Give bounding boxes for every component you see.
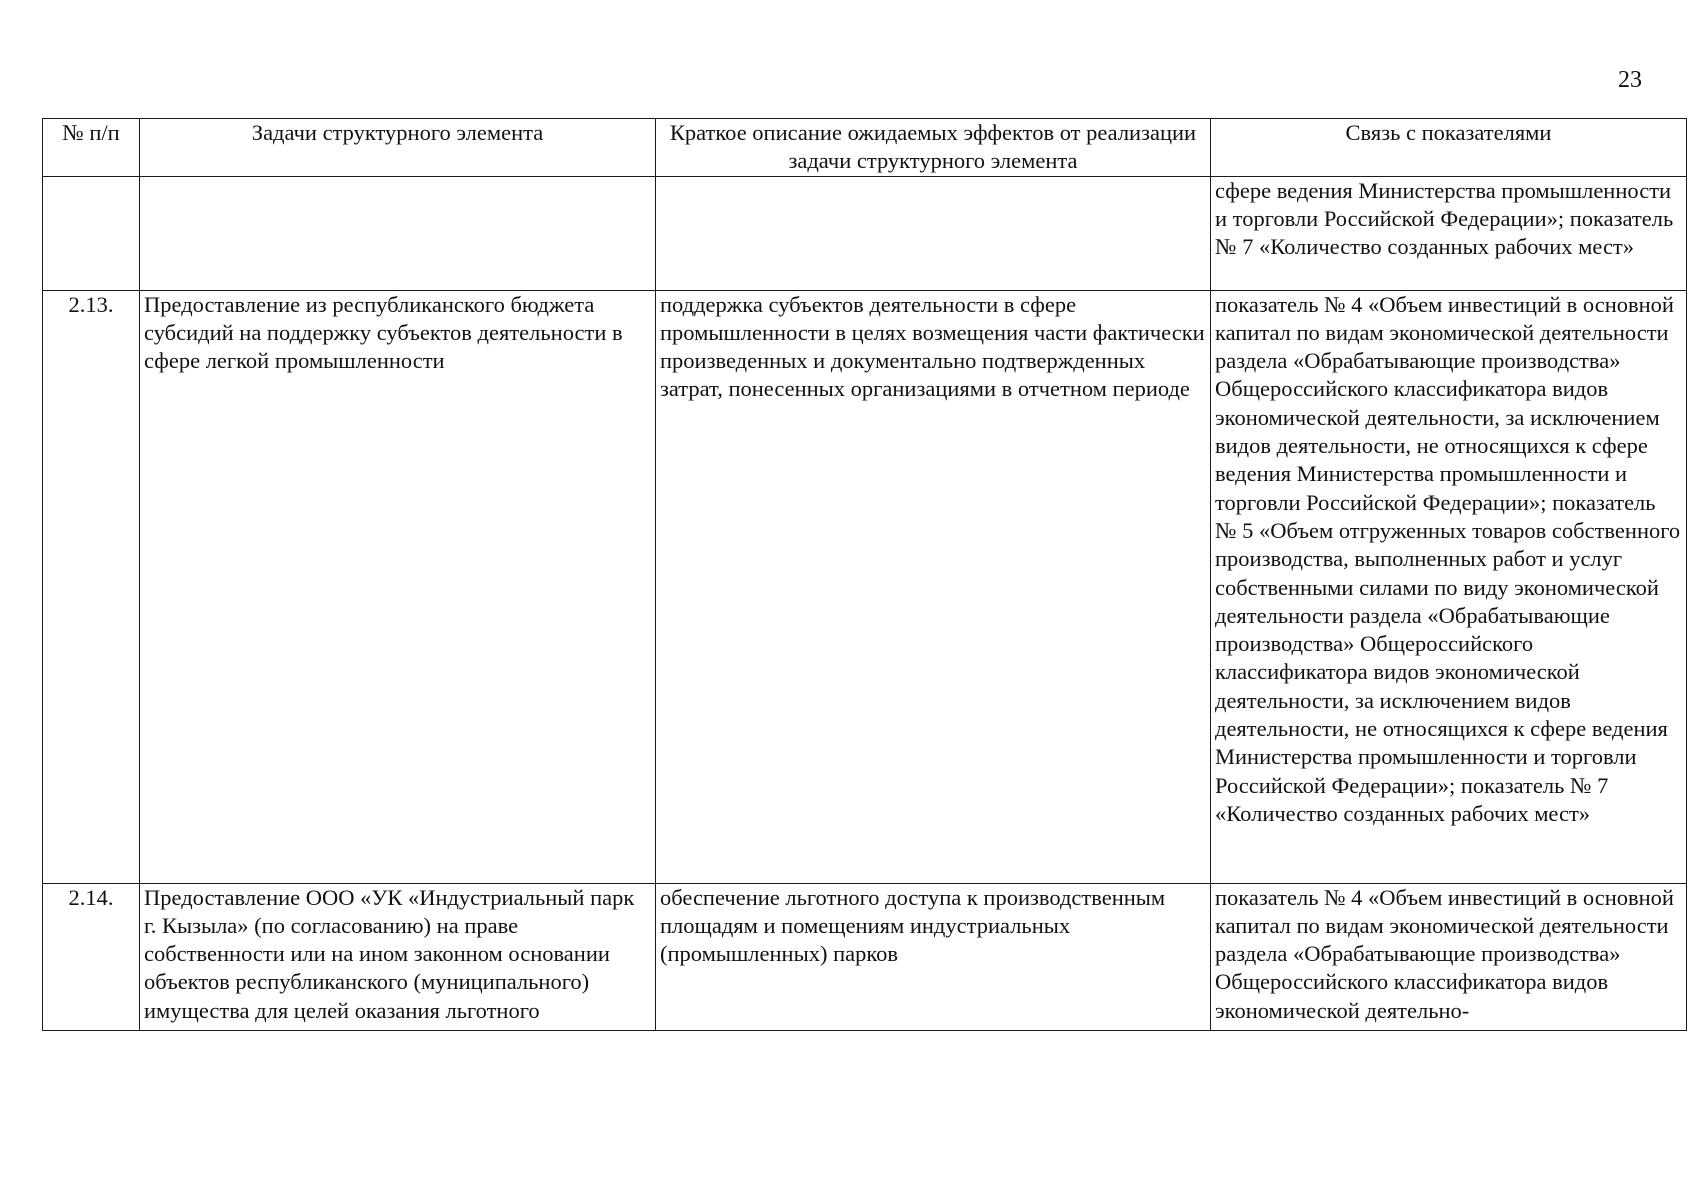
row-effect xyxy=(656,176,1211,290)
row-task: Предоставление ООО «УК «Индустриальный парк г. Кызыла» (по согласованию) на праве собственности или на ином законном основании объектов республиканского (муниципального) имущества для целей оказания льготного xyxy=(140,883,656,1030)
table-header-row xyxy=(43,119,1687,177)
header-indicators: Связь с показателями xyxy=(1211,119,1687,177)
measures-table xyxy=(42,118,1687,1031)
header-num: № п/п xyxy=(43,119,140,177)
row-number xyxy=(43,176,140,290)
header-effects: Краткое описание ожидаемых эффектов от реализации задачи структурного элемента xyxy=(656,119,1211,177)
row-indicators: показатель № 4 «Объем инвестиций в основной капитал по видам экономической деятельности раздела «Обрабатывающие производства» Общероссийского классификатора видов экономической деятельности, за исключением видов деятельности, не относящихся к сфере ведения Министерства промышленности и торговли Российской Федерации»; показатель № 5 «Объем отгруженных товаров собственного производства, выполненных работ и услуг собственными силами по виду экономической деятельности раздела «Обрабатывающие производства» Общероссийского классификатора видов экономической деятельности, за исключением видов деятельности, не относящихся к сфере ведения Министерства промышленности и торговли Российской Федерации»; показатель № 7 «Количество созданных рабочих мест» xyxy=(1211,290,1687,883)
table-row xyxy=(43,883,1687,1030)
row-effect: поддержка субъектов деятельности в сфере промышленности в целях возмещения части фактически произведенных и документально подтвержденных затрат, понесенных организациями в отчетном периоде xyxy=(656,290,1211,883)
row-task: Предоставление из республиканского бюджета субсидий на поддержку субъектов деятельности в сфере легкой промышленности xyxy=(140,290,656,883)
row-task xyxy=(140,176,656,290)
row-effect: обеспечение льготного доступа к производственным площадям и помещениям индустриальных (промышленных) парков xyxy=(656,883,1211,1030)
row-number: 2.13. xyxy=(43,290,140,883)
header-tasks: Задачи структурного элемента xyxy=(140,119,656,177)
table-row xyxy=(43,176,1687,290)
row-indicators: сфере ведения Министерства промышленности и торговли Российской Федерации»; показатель № 7 «Количество созданных рабочих мест» xyxy=(1211,176,1687,290)
row-indicators: показатель № 4 «Объем инвестиций в основной капитал по видам экономической деятельности раздела «Обрабатывающие производства» Общероссийского классификатора видов экономической деятельно- xyxy=(1211,883,1687,1030)
table-row xyxy=(43,290,1687,883)
page-number: 23 xyxy=(1618,67,1642,93)
row-number: 2.14. xyxy=(43,883,140,1030)
